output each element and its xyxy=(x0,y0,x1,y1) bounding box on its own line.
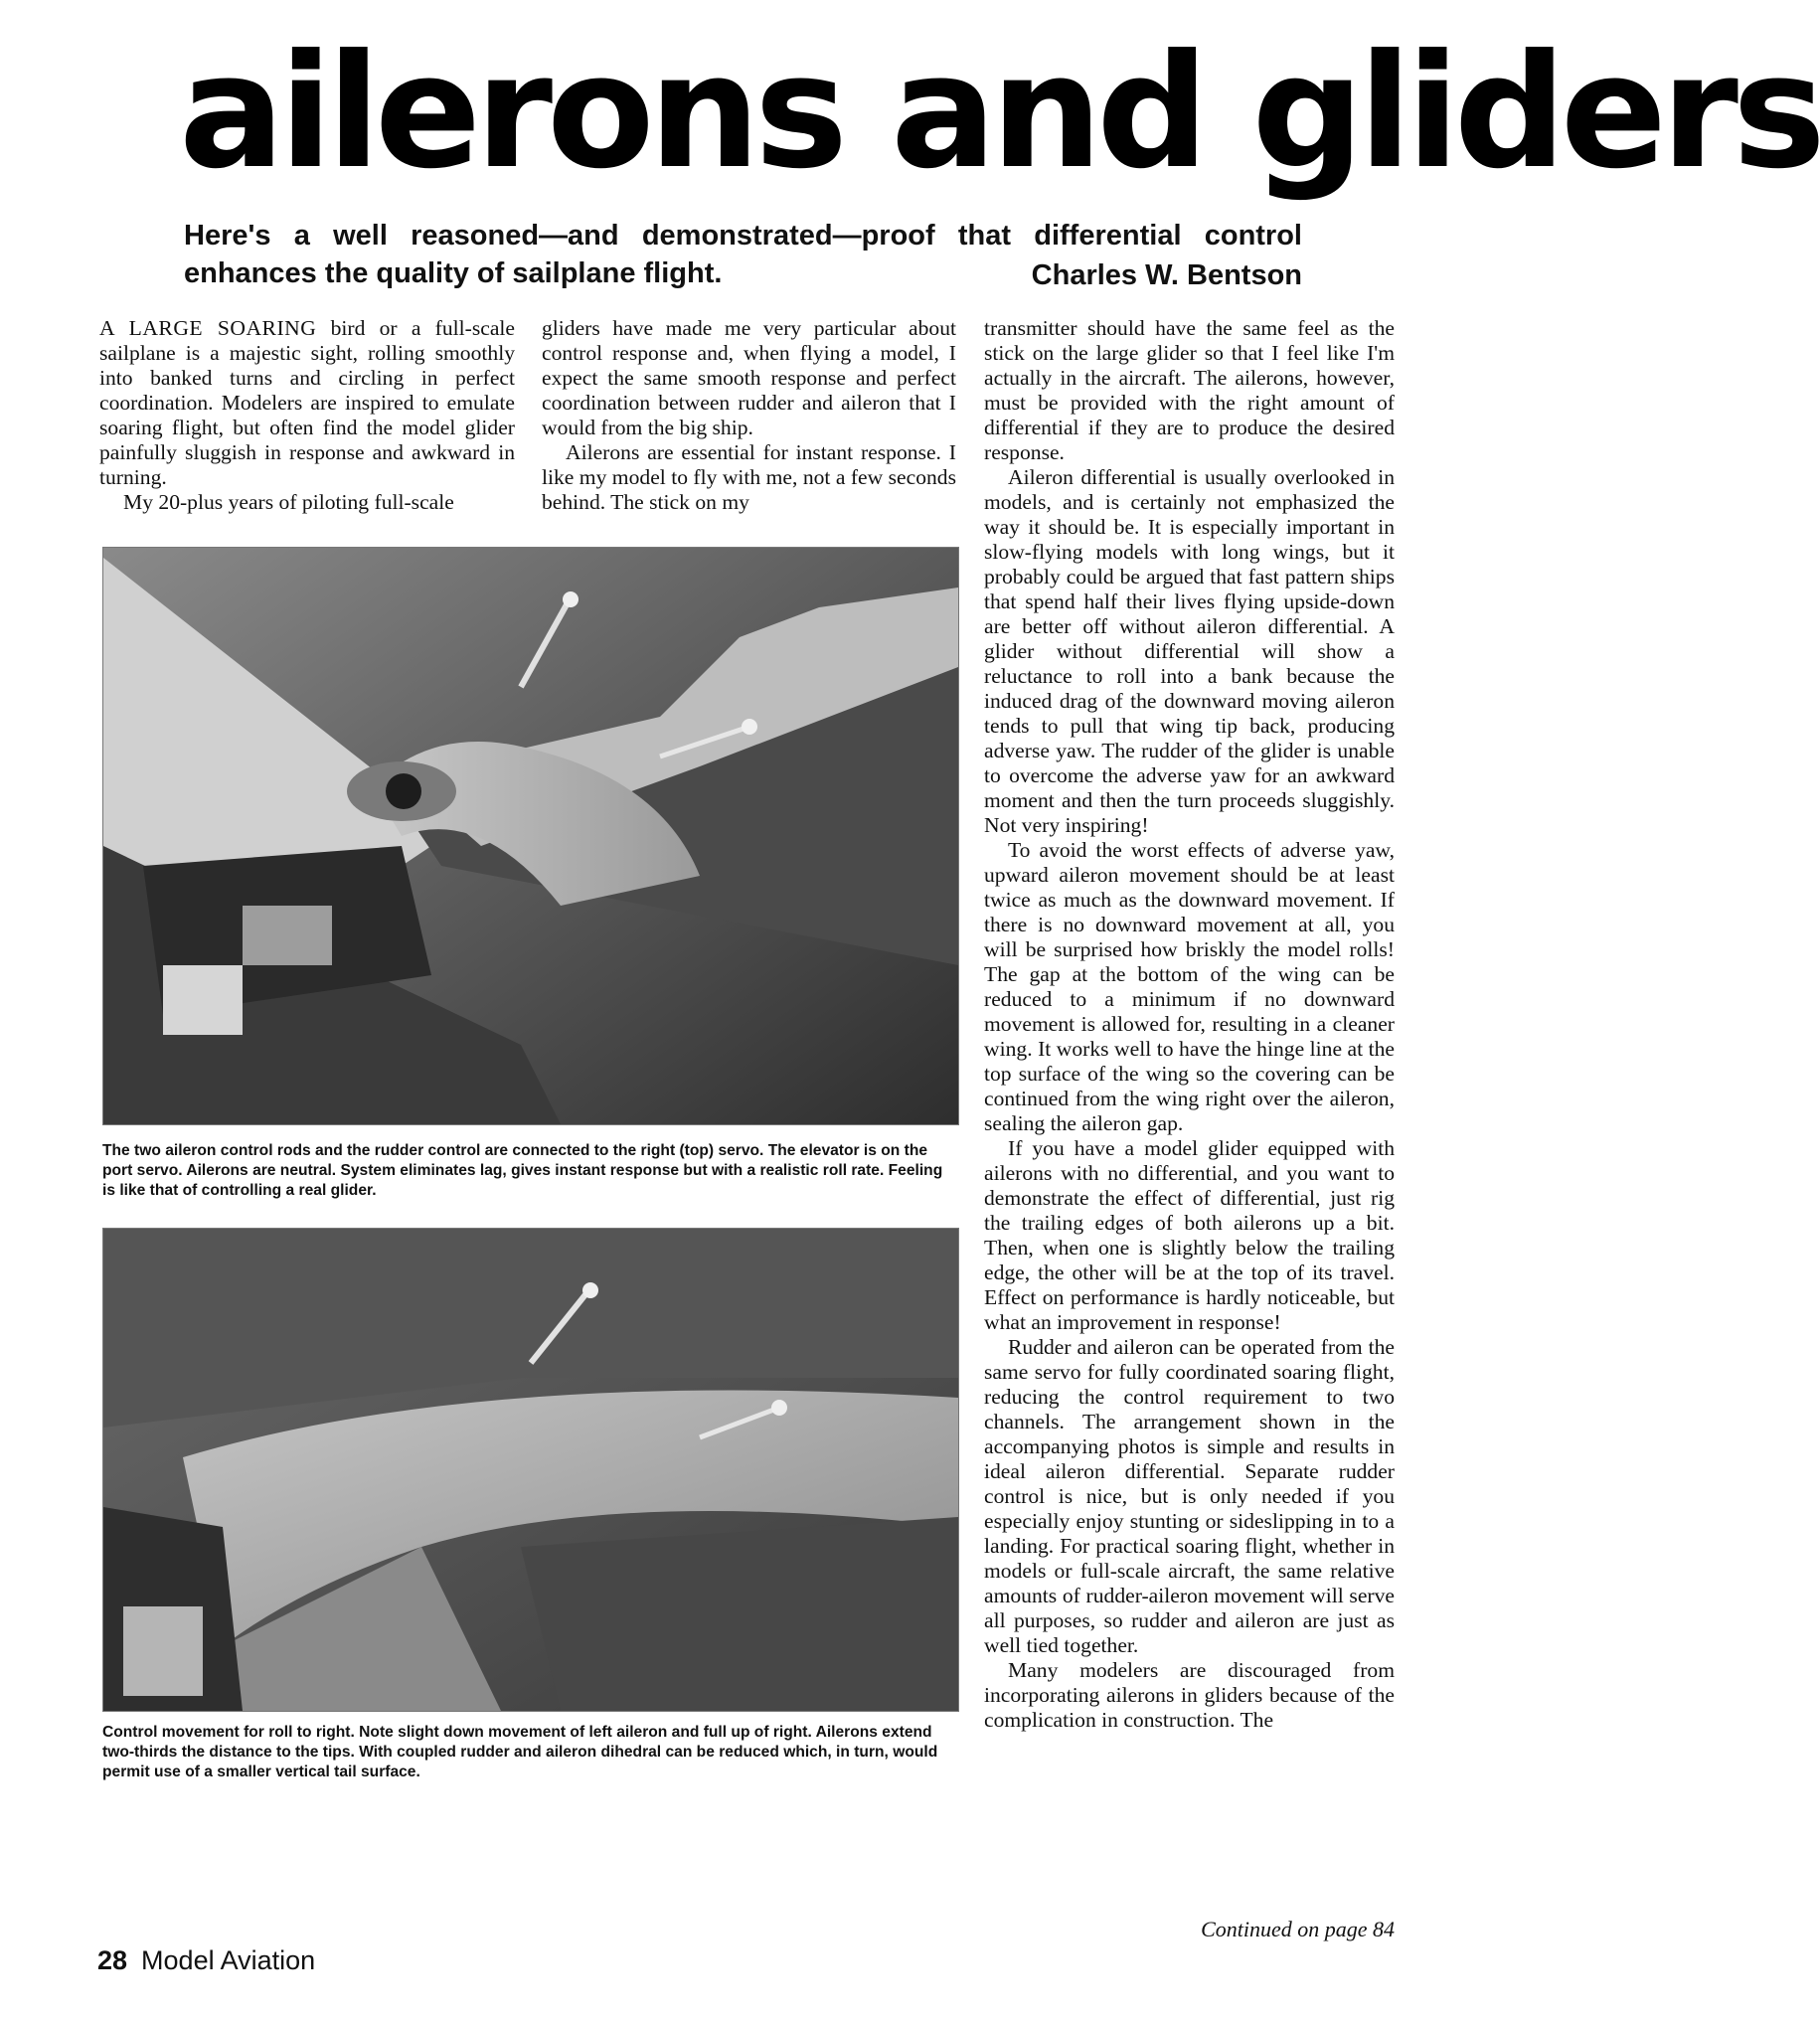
body-paragraph xyxy=(99,316,515,490)
body-column-3 xyxy=(984,316,1395,1927)
body-paragraph: My 20-plus years of piloting full-scale xyxy=(123,490,454,514)
author-byline: Charles W. Bentson xyxy=(1031,259,1302,291)
body-column-2 xyxy=(542,316,956,515)
glider-wing-photo xyxy=(103,1229,958,1711)
photo-caption: Control movement for roll to right. Note slight down movement of left aileron and full up of right. Ailerons extend two-thirds the distance to the tips. With coupled rudder and aileron dihedral can be reduced which, in turn, would permit use of a smaller vertical tail surface. xyxy=(102,1724,938,1780)
page-folio xyxy=(97,1943,315,1977)
magazine-name: Model Aviation xyxy=(141,1945,316,1975)
body-paragraph: Ailerons are essential for instant response. I like my model to fly with me, not a few seconds behind. The stick on my xyxy=(542,440,956,514)
continued-note: Continued on page 84 xyxy=(1201,1917,1395,1941)
body-paragraph: If you have a model glider equipped with ailerons with no differential, and you want to demonstrate the effect of differential, just rig the trailing edges of both ailerons up a bit. Then, when one is slightly below the trailing edge, the other will be at the top of its travel. Effect on performance is hardly noticeable, but what an improvement in response! xyxy=(984,1136,1395,1334)
photo-servo-linkage-neutral xyxy=(102,547,959,1125)
photo-roll-right-linkage xyxy=(102,1228,959,1712)
body-paragraph: To avoid the worst effects of adverse yaw, upward aileron movement should be at least twice as much as the downward movement. If there is no downward movement at all, you will be surprised how briskly the model rolls! The gap at the bottom of the wing can be reduced to a minimum if no downward movement is allowed for, resulting in a cleaner wing. It works well to have the hinge line at the top surface of the wing so the covering can be continued from the wing right over the aileron, sealing the aileron gap. xyxy=(984,838,1395,1135)
body-paragraph: Many modelers are discouraged from incorporating ailerons in gliders because of the complication in construction. The xyxy=(984,1658,1395,1732)
photo-caption: The two aileron control rods and the rudder control are connected to the right (top) servo. The elevator is on the port servo. Ailerons are neutral. System eliminates lag, gives instant response but with a realistic roll rate. Feeling is like that of controlling a real glider. xyxy=(102,1142,943,1199)
body-paragraph: Aileron differential is usually overlooked in models, and is certainly not emphasized the way it should be. It is especially important in slow-flying models with long wings, but it probably could be argued that fast pattern ships that spend half their lives flying upside-down are better off without aileron differential. A glider without differential will show a reluctance to roll into a bank because the induced drag of the downward moving aileron tends to pull that wing tip back, producing adverse yaw. The rudder of the glider is unable to overcome the adverse yaw for an awkward moment and then the turn proceeds sluggishly. Not very inspiring! xyxy=(984,465,1395,837)
lead-paragraph-text: bird or a full-scale sailplane is a majestic sight, rolling smoothly into banked turns and circling in perfect coordination. Modelers are inspired to emulate soaring flight, but often find the model glider painfully sluggish in response and awkward in turning. xyxy=(99,316,515,489)
page-number: 28 xyxy=(97,1945,128,1975)
lead-in: A LARGE SOARING xyxy=(99,316,317,340)
body-column-1 xyxy=(99,316,515,515)
body-paragraph: gliders have made me very particular about control response and, when flying a model, I expect the same smooth response and perfect coordination between rudder and aileron that I would from the big ship. xyxy=(542,316,956,439)
article-title: ailerons and gliders xyxy=(179,21,1820,204)
glider-wing-photo xyxy=(103,548,958,1124)
body-paragraph: transmitter should have the same feel as the stick on the large glider so that I feel like I'm actually in the aircraft. The ailerons, however, must be provided with the right amount of differential if they are to produce the desired response. xyxy=(984,316,1395,464)
article-deck: Here's a well reasoned—and demonstrated—proof that differential control enhances the quality of sailplane flight. xyxy=(184,220,1302,289)
body-paragraph: Rudder and aileron can be operated from the same servo for fully coordinated soaring flight, reducing the control requirement to two channels. The arrangement shown in the accompanying photos is simple and results in ideal aileron differential. Separate rudder control is nice, but is only needed if you especially enjoy stunting or sideslipping in to a landing. For practical soaring flight, whether in models or full-scale aircraft, the same relative amounts of rudder-aileron movement will serve all purposes, so rudder and aileron are just as well tied together. xyxy=(984,1335,1395,1657)
